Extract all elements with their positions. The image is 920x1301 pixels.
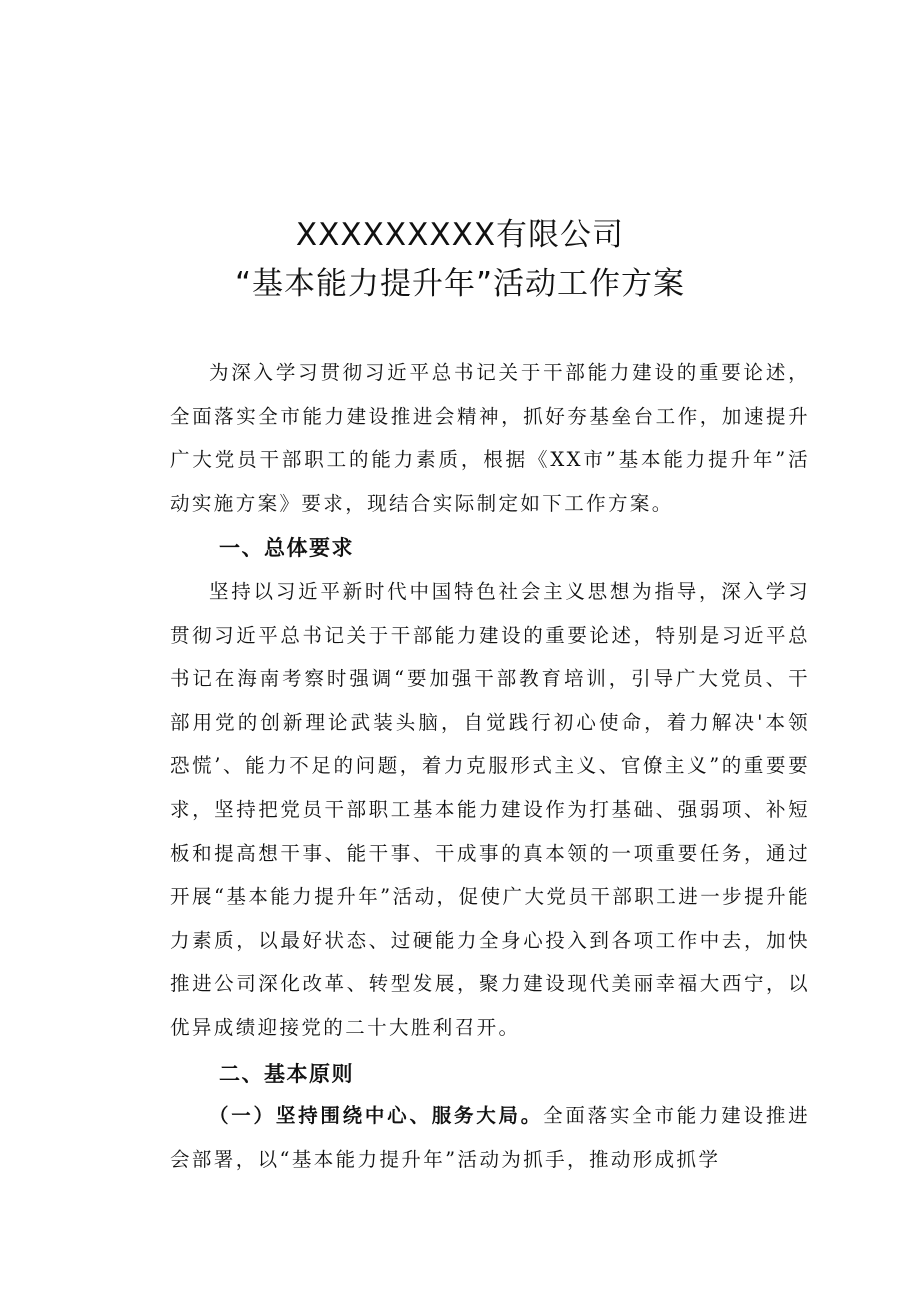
principle-item-1-body: 全面落实全市能力建设推进会部署，以“基本能力提升年”活动为抓手，推动形成抓学: [170, 1104, 810, 1171]
general-requirements-paragraph: 坚持以习近平新时代中国特色社会主义思想为指导，深入学习贯彻习近平总书记关于干部能力建设的重要论述，特别是习近平总书记在海南考察时强调“要加强干部教育培训，引导广大党员、干部用党的创新理论武装头脑，自觉践行初心使命，着力解决'本领恐慌’、能力不足的问题，着力克服形式主义、官僚主义”的重要要求，坚持把党员干部职工基本能力建设作为打基础、强弱项、补短板和提高想干事、能干事、干成事的真本领的一项重要任务，通过开展“基本能力提升年”活动，促使广大党员干部职工进一步提升能力素质，以最好状态、过硬能力全身心投入到各项工作中去，加快推进公司深化改革、转型发展，聚力建设现代美丽幸福大西宁，以优异成绩迎接党的二十大胜利召开。: [170, 580, 810, 1039]
section-heading-general-requirements: 一、总体要求: [219, 536, 354, 560]
document-title-company: XXXXXXXXX有限公司: [295, 217, 625, 253]
principle-item-1-lead: （一）坚持围绕中心、服务大局。: [209, 1104, 544, 1127]
intro-paragraph: 为深入学习贯彻习近平总书记关于干部能力建设的重要论述，全面落实全市能力建设推进会精神，抓好夯基垒台工作，加速提升广大党员干部职工的能力素质，根据《XX市”基本能力提升年”活动实施方案》要求，现结合实际制定如下工作方案。: [170, 361, 810, 515]
document-title-activity: “基本能力提升年”活动工作方案: [234, 266, 686, 302]
principle-item-1-paragraph: [170, 1094, 810, 1181]
section-heading-basic-principles: 二、基本原则: [219, 1062, 354, 1086]
